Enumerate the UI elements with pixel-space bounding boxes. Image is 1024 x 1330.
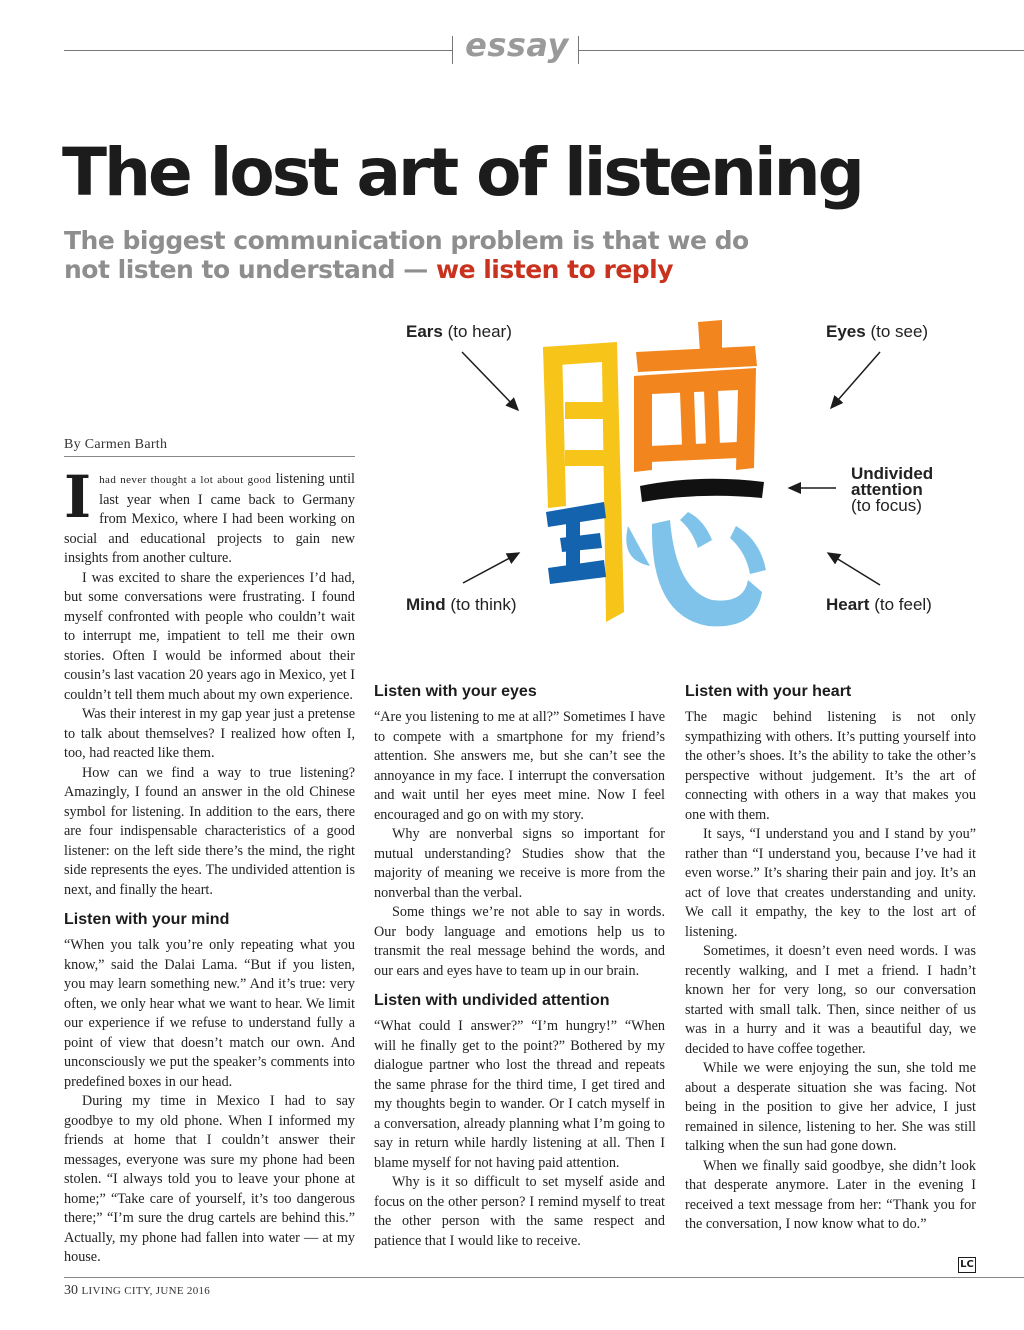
col1-paragraph-3: Was their interest in my gap year just a pretense to talk about themselves? I realized how often I, too, had reacted like them.	[64, 706, 355, 761]
col3-paragraph-4: While we were enjoying the sun, she told me about a desperate situation she was facing. Not being in the position to give her advice, I just remained in silence, listening to her. She was still talking when the sun had gone down.	[685, 1060, 976, 1154]
eye-shape	[634, 320, 757, 472]
column-2	[374, 682, 665, 1251]
heading-listen-undivided: Listen with undivided attention	[374, 992, 610, 1009]
col2-paragraph-3: Some things we’re not able to say in words. Our body language and emotions help us to transmit the real message behind the words, and our ears and eyes have to team up in our brain.	[374, 904, 665, 979]
col1-paragraph-5: “When you talk you’re only repeating what you know,” said the Dalai Lama. “But if you listen, you may learn something new.” And it’s true: very often, we only hear what we want to hear. We limit our experience if we refuse to understand fully a point of view that doesn’t match our own. And unconsciously we put the speaker’s comments into predefined boxes in our head.	[64, 937, 355, 1090]
col1-paragraph-6: During my time in Mexico I had to say goodbye to my old phone. When I informed my friends at home that I couldn’t answer their messages, everyone was sure my phone had been stolen. “I always told you to leave your phone at home;” “Take care of yourself, it’s too dangerous there;” “I’m sure the drug cartels are behind this.” Actually, my phone had fallen into water — at my house.	[64, 1093, 355, 1265]
byline	[64, 437, 355, 457]
end-mark-logo: LC	[958, 1257, 976, 1273]
mind-label-rest: (to think)	[450, 595, 517, 614]
ears-label-bold: Ears	[406, 322, 443, 341]
heart-label-rest: (to feel)	[874, 595, 932, 614]
eyes-label-rest: (to see)	[870, 322, 929, 341]
section-label: essay	[465, 26, 569, 64]
page-number: 30	[64, 1283, 78, 1298]
col2-paragraph-2: Why are nonverbal signs so important for mutual understanding? Studies show that the majority of meaning we receive is more from the nonverbal than the verbal.	[374, 826, 665, 901]
col1-p1-text: listening until last year when I came back to Germany from Mexico, where I had been working on social and educational projects to gain new insights from another culture.	[64, 471, 355, 566]
ears-label-rest: (to hear)	[447, 322, 512, 341]
heart-arrow	[828, 553, 880, 585]
subtitle-gray: The biggest communication problem is that we do not listen to understand —	[64, 226, 749, 284]
mind-label-bold: Mind	[406, 595, 446, 614]
col3-paragraph-1: The magic behind listening is not only sympathizing with others. It’s putting yourself into the other’s shoes. It’s the ability to take the other’s perspective without judgement. It’s the art of connecting with others in a way that makes you one with them.	[685, 709, 976, 823]
undivided-line-shape	[640, 479, 764, 502]
article-title: The lost art of listening	[62, 134, 862, 211]
ears-arrow	[462, 352, 518, 410]
eyes-label-bold: Eyes	[826, 322, 866, 341]
mind-shape	[546, 502, 606, 584]
footer-rule	[64, 1277, 1024, 1278]
column-1	[64, 463, 355, 1268]
heart-label-bold: Heart	[826, 595, 870, 614]
col1-paragraph-1	[64, 463, 355, 569]
heading-listen-heart: Listen with your heart	[685, 683, 852, 700]
mind-label	[406, 595, 517, 615]
col3-paragraph-2: It says, “I understand you and I stand by you” rather than “I understand you, because I’ve had it even worse.” It’s sharing their pain and joy. It’s an act of love that creates understanding and unity. We call it empathy, the key to the lost art of listening.	[685, 826, 976, 940]
byline-name: Carmen Barth	[84, 437, 168, 452]
col1-paragraph-2: I was excited to share the experiences I’d had, but some conversations were frustrating. I found myself confronted with people who couldn’t wait to interrupt me, impatient to tell me their own stories. Often I would be informed about their cousin’s last vacation 20 years ago in Mexico, yet I couldn’t tell them much about my own experience.	[64, 569, 355, 703]
undivided-label-bold2: attention	[851, 480, 923, 499]
undivided-label-bold1: Undivided	[851, 464, 934, 483]
heading-listen-mind: Listen with your mind	[64, 911, 230, 928]
eyes-arrow	[831, 352, 880, 408]
heart-label	[826, 595, 932, 615]
byline-prefix: By	[64, 437, 81, 452]
drop-cap: I	[64, 463, 92, 531]
eyes-label	[826, 322, 928, 342]
column-3	[685, 682, 976, 1235]
lead-in-caps: had never thought a lot about good	[99, 474, 272, 486]
folio	[64, 1283, 210, 1299]
col3-paragraph-3: Sometimes, it doesn’t even need words. I was recently walking, and I met a friend. I hadn’t known her for very long, so our conversation started with small talk. Then, since neither of us was in a hurry and it was a beautiful day, we decided to have coffee together.	[685, 943, 976, 1057]
mind-arrow	[463, 553, 519, 583]
col3-paragraph-5: When we finally said goodbye, she didn’t look that desperate anymore. Later in the evening I received a text message from her: “Thank you for the conversation, I now know what to do.”	[685, 1157, 976, 1232]
col2-paragraph-5: Why is it so difficult to set myself aside and focus on the other person? I remind myself to treat the other person with the same respect and patience that I would like to receive.	[374, 1174, 665, 1249]
undivided-label-rest: (to focus)	[851, 496, 922, 515]
heading-listen-eyes: Listen with your eyes	[374, 683, 537, 700]
undivided-label	[851, 466, 933, 514]
ears-label	[406, 322, 512, 342]
col1-paragraph-4: How can we find a way to true listening? Amazingly, I found an answer in the old Chinese symbol for listening. In addition to the ears, there are four indispensable characteristics of a good listener: on the left side there’s the mind, the right side represents the eyes. The undivided attention is next, and finally the heart.	[64, 764, 355, 898]
col2-paragraph-1: “Are you listening to me at all?” Sometimes I have to compete with a smartphone for my friend’s attention. She answers me, but she can’t see the annoyance in my face. I interrupt the conversation and wait until her eyes meet mine. Now I feel encouraged and go on with my story.	[374, 709, 665, 823]
publication-name: LIVING CITY, JUNE 2016	[81, 1285, 211, 1297]
subtitle-red: we listen to reply	[435, 255, 674, 284]
heart-shape	[626, 512, 766, 626]
col2-paragraph-4: “What could I answer?” “I’m hungry!” “When will he finally get to the point?” Bothered by my dialogue partner who lost the thread and repeats the same phrase for the third time, I get tired and my thoughts begin to wander. Or I catch myself in a conversation, already planning what I’m going to say in return while hardly listening at all. Then I blame myself for not having paid attention.	[374, 1018, 665, 1171]
